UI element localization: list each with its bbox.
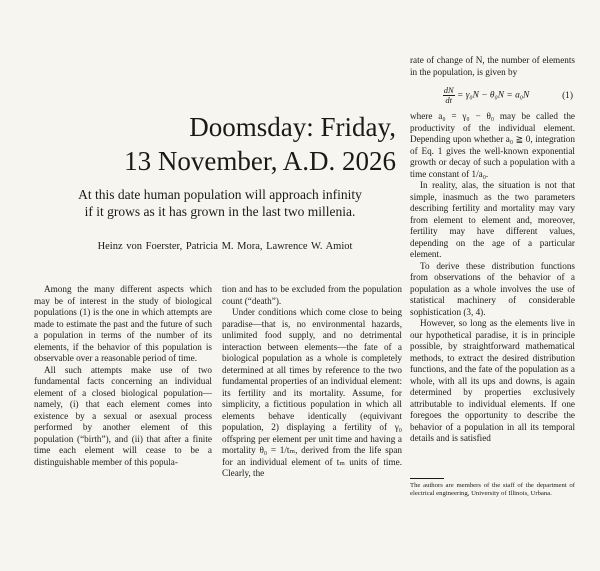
paragraph: However, so long as the elements live in our hypothetical paradise, it is in principle possible, by straightforward mathematical methods, to extract the desired distribution functions, and the fate of the population as a whole, with all its ups and downs, is again determined by properties exclusively attributable to individual elements. If one foregoes the opportunity to describe the behavior of a population in all its temporal details and is satisfied	[410, 318, 575, 443]
equation-numerator: dN	[443, 85, 454, 95]
paragraph: Among the many different aspects which may be of interest in the study of biological populations (1) is the one in which attempts are made to estimate the past and the future of such a population in terms of the number of its elements, if the behavior of this population is observable over a reasonable period of time.	[34, 284, 212, 363]
article-subtitle-line-1: At this date human population will approach infinity	[78, 187, 362, 202]
equation-1	[410, 86, 575, 105]
article-authors: Heinz von Foerster, Patricia M. Mora, Lawrence W. Amiot	[97, 241, 353, 252]
equation-rhs: = γ₀N − θ₀N = a₀N	[457, 90, 530, 101]
article-subtitle-line-2: if it grows as it has grown in the last two millenia.	[84, 204, 356, 219]
equation-expression	[410, 86, 562, 105]
column-1	[34, 284, 212, 468]
equation-fraction	[443, 86, 455, 105]
paragraph: All such attempts make use of two fundamental facts concerning an individual element of a closed biological population—namely, (i) that each element comes into existence by a sexual or asexual process performed by another element of this population (“birth”), and (ii) that after a finite time each element will cease to be a distinguishable member of this popula-	[34, 364, 212, 467]
column-2	[222, 284, 402, 480]
footnote-rule	[410, 478, 444, 479]
paragraph: In reality, alas, the situation is not that simple, inasmuch as the two parameters describing fertility and mortality may vary from element to element and, moreover, fertility may have different values, depending on the age of a particular element.	[410, 180, 575, 259]
paragraph: Under conditions which come close to being paradise—that is, no environmental hazards, unlimited food supply, and no detrimental interaction between elements—the fate of a biological population as a whole is completely determined at all times by reference to the two fundamental properties of an individual element: its fertility and its mortality. Assume, for simplicity, a fictitious population in which all elements behave identically (equivivant population, 2) displaying a fertility of γ₀ offspring per element per unit time and having a mortality θ₀ = 1/tₘ, derived from the life span for an individual element of tₘ units of time. Clearly, the	[222, 307, 402, 478]
article-title-line-2: 13 November, A.D. 2026	[124, 146, 396, 176]
article-title-line-1: Doomsday: Friday,	[189, 112, 396, 142]
equation-number: (1)	[562, 90, 573, 101]
article-subtitle	[40, 186, 400, 220]
column-3	[410, 55, 575, 445]
paragraph: rate of change of N, the number of elements in the population, is given by	[410, 55, 575, 77]
article-title	[60, 110, 396, 178]
equation-denominator: dt	[445, 95, 453, 105]
paragraph: where a₀ = γ₀ − θ₀ may be called the productivity of the individual element. Depending upon whether a₀ ≧ 0, integration of Eq. 1 gives the well-known exponential growth or decay of such a population with a time constant of 1/a₀.	[410, 111, 575, 179]
paragraph: tion and has to be excluded from the population count (“death”).	[222, 284, 402, 306]
footnote: The authors are members of the staff of the department of electrical engineering, University of Illinois, Urbana.	[410, 482, 575, 498]
paragraph: To derive these distribution functions from observations of the behavior of a population as a whole involves the use of statistical machinery of considerable sophistication (3, 4).	[410, 260, 575, 317]
